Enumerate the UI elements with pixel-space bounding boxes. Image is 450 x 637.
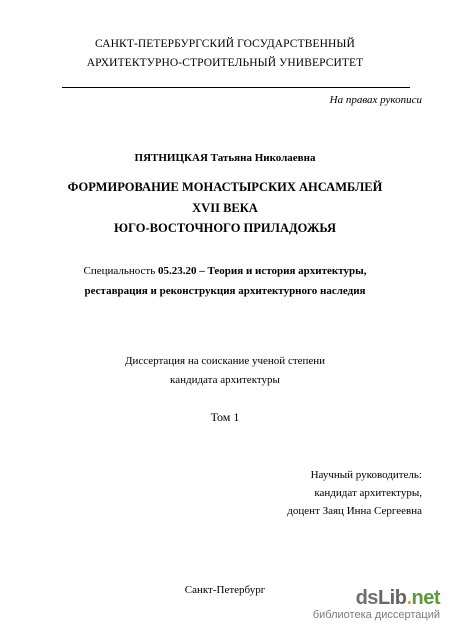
dslib-watermark [300,587,440,622]
supervisor-label: Научный руководитель: [310,469,422,481]
specialty-code: 05.23.20 [158,265,197,277]
manuscript-note: На правах рукописи [329,94,422,106]
specialty-line1 [0,265,450,277]
header-divider [62,87,410,88]
supervisor-degree: кандидат архитектуры, [314,487,422,499]
author-name: ПЯТНИЦКАЯ Татьяна Николаевна [134,152,316,164]
dslib-subtitle: библиотека диссертаций [312,609,440,621]
university-name-line2: АРХИТЕКТУРНО-СТРОИТЕЛЬНЫЙ УНИВЕРСИТЕТ [86,57,364,69]
thesis-title-line2: XVII ВЕКА [192,201,258,215]
specialty-name-part1: – Теория и история архитектуры, [196,265,367,277]
thesis-title-line3: ЮГО-ВОСТОЧНОГО ПРИЛАДОЖЬЯ [114,221,336,235]
dslib-logo: dsLib.net [355,587,440,609]
supervisor-name: доцент Заяц Инна Сергеевна [287,505,422,517]
degree-line1: Диссертация на соискание ученой степени [124,355,326,367]
university-name-line1: САНКТ-ПЕТЕРБУРГСКИЙ ГОСУДАРСТВЕННЫЙ [95,38,355,50]
specialty-line2: реставрация и реконструкция архитектурного наследия [84,285,366,297]
degree-line2: кандидата архитектуры [170,374,280,386]
volume-label: Том 1 [210,410,240,424]
thesis-title-line1: ФОРМИРОВАНИЕ МОНАСТЫРСКИХ АНСАМБЛЕЙ [67,180,383,194]
specialty-prefix: Специальность [83,265,158,277]
city-label: Санкт-Петербург [184,584,266,596]
